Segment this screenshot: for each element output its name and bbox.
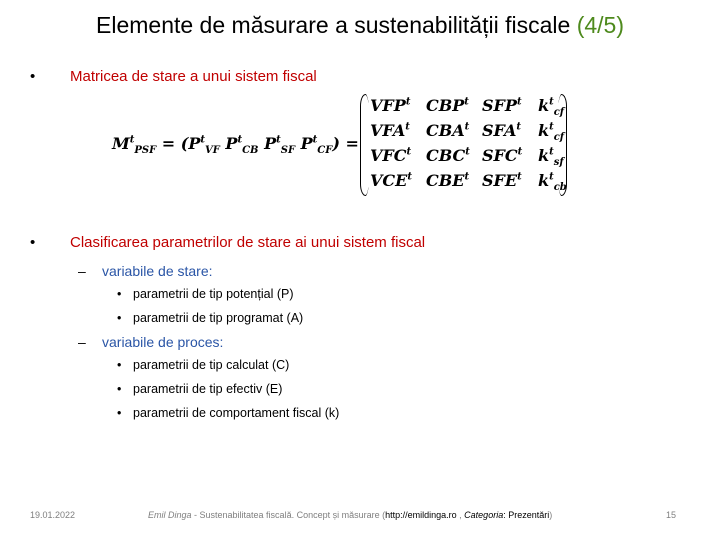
group-label: variabile de stare: (102, 263, 213, 279)
matrix-cell: VFP$^t$ (370, 96, 411, 115)
matrix-right-bracket (556, 94, 567, 196)
vector-element: $P^t_{CF}$ (300, 134, 333, 157)
matrix-cell: CBA$^t$ (426, 121, 470, 140)
bullet-icon: • (30, 234, 36, 251)
formula-lhs-text: $M^t_{PSF} = (P^t_{VF}$ $P^t_{CB}$ $P^t_{SF}$ $P^t_{CF}$) = (112, 134, 359, 157)
matrix-cell: CBP$^t$ (426, 96, 469, 115)
matrix-cell: VCE$^t$ (370, 171, 412, 190)
vector-element: $P^t_{SF}$ (264, 134, 296, 157)
formula-lhs (112, 134, 359, 157)
matrix-cell: CBC$^t$ (426, 146, 470, 165)
list-item-text: parametrii de tip calculat (C) (133, 358, 290, 372)
title-main: Elemente de măsurare a sustenabilității fiscale (96, 12, 571, 38)
dash-icon: – (78, 263, 86, 279)
bullet-text: Matricea de stare a unui sistem fiscal (70, 68, 317, 85)
matrix-cell: SFC$^t$ (482, 146, 523, 165)
bullet-text: Clasificarea parametrilor de stare ai unui sistem fiscal (70, 234, 426, 251)
matrix-cell: SFE$^t$ (482, 171, 522, 190)
list-item-text: parametrii de tip efectiv (E) (133, 382, 283, 396)
bullet-icon: • (117, 358, 122, 372)
slide-title (0, 12, 720, 39)
vector-element: $P^t_{CB}$ (225, 134, 259, 157)
list-item (117, 311, 303, 325)
matrix-cell: SFA$^t$ (482, 121, 522, 140)
bullet-icon: • (117, 311, 122, 325)
list-item (117, 287, 294, 301)
bullet-icon: • (117, 382, 122, 396)
title-page-indicator: (4/5) (576, 12, 624, 38)
state-matrix-formula (112, 90, 572, 198)
matrix-cell: CBE$^t$ (426, 171, 470, 190)
matrix-cell: $k^t_{cb}$ (538, 171, 567, 194)
footer-source-prefix: - Sustenabilitatea fiscală. Concept și măsurare ( (191, 510, 386, 520)
bullet-icon: • (117, 287, 122, 301)
dash-icon: – (78, 334, 86, 350)
group-process-variables (78, 334, 223, 350)
footer-separator: , (456, 510, 465, 520)
matrix-cell: VFC$^t$ (370, 146, 412, 165)
matrix-cell: $k^t_{sf}$ (538, 146, 564, 169)
list-item (117, 358, 289, 372)
bullet-icon: • (30, 68, 36, 85)
footer-source (148, 510, 552, 520)
list-item-text: parametrii de tip programat (A) (133, 311, 304, 325)
matrix-cell: $k^t_{cf}$ (538, 121, 565, 144)
footer-category-value: : Prezentări (503, 510, 550, 520)
vector-element: $P^t_{VF}$ (188, 134, 220, 157)
footer-close: ) (549, 510, 553, 520)
group-state-variables (78, 263, 213, 279)
list-item-text: parametrii de comportament fiscal (k) (133, 406, 340, 420)
list-item (117, 382, 282, 396)
footer-author: Emil Dinga (148, 510, 192, 520)
matrix-cell: SFP$^t$ (482, 96, 522, 115)
matrix-cell: $k^t_{cf}$ (538, 96, 565, 119)
footer-link[interactable]: http://emildinga.ro (385, 510, 457, 520)
group-label: variabile de proces: (102, 334, 224, 350)
footer-date: 19.01.2022 (30, 510, 76, 520)
footer-category-label: Categoria (464, 510, 504, 520)
footer-page-number: 15 (666, 510, 677, 520)
bullet-icon: • (117, 406, 122, 420)
list-item-text: parametrii de tip potențial (P) (133, 287, 294, 301)
list-item (117, 406, 339, 420)
matrix-cell: VFA$^t$ (370, 121, 410, 140)
